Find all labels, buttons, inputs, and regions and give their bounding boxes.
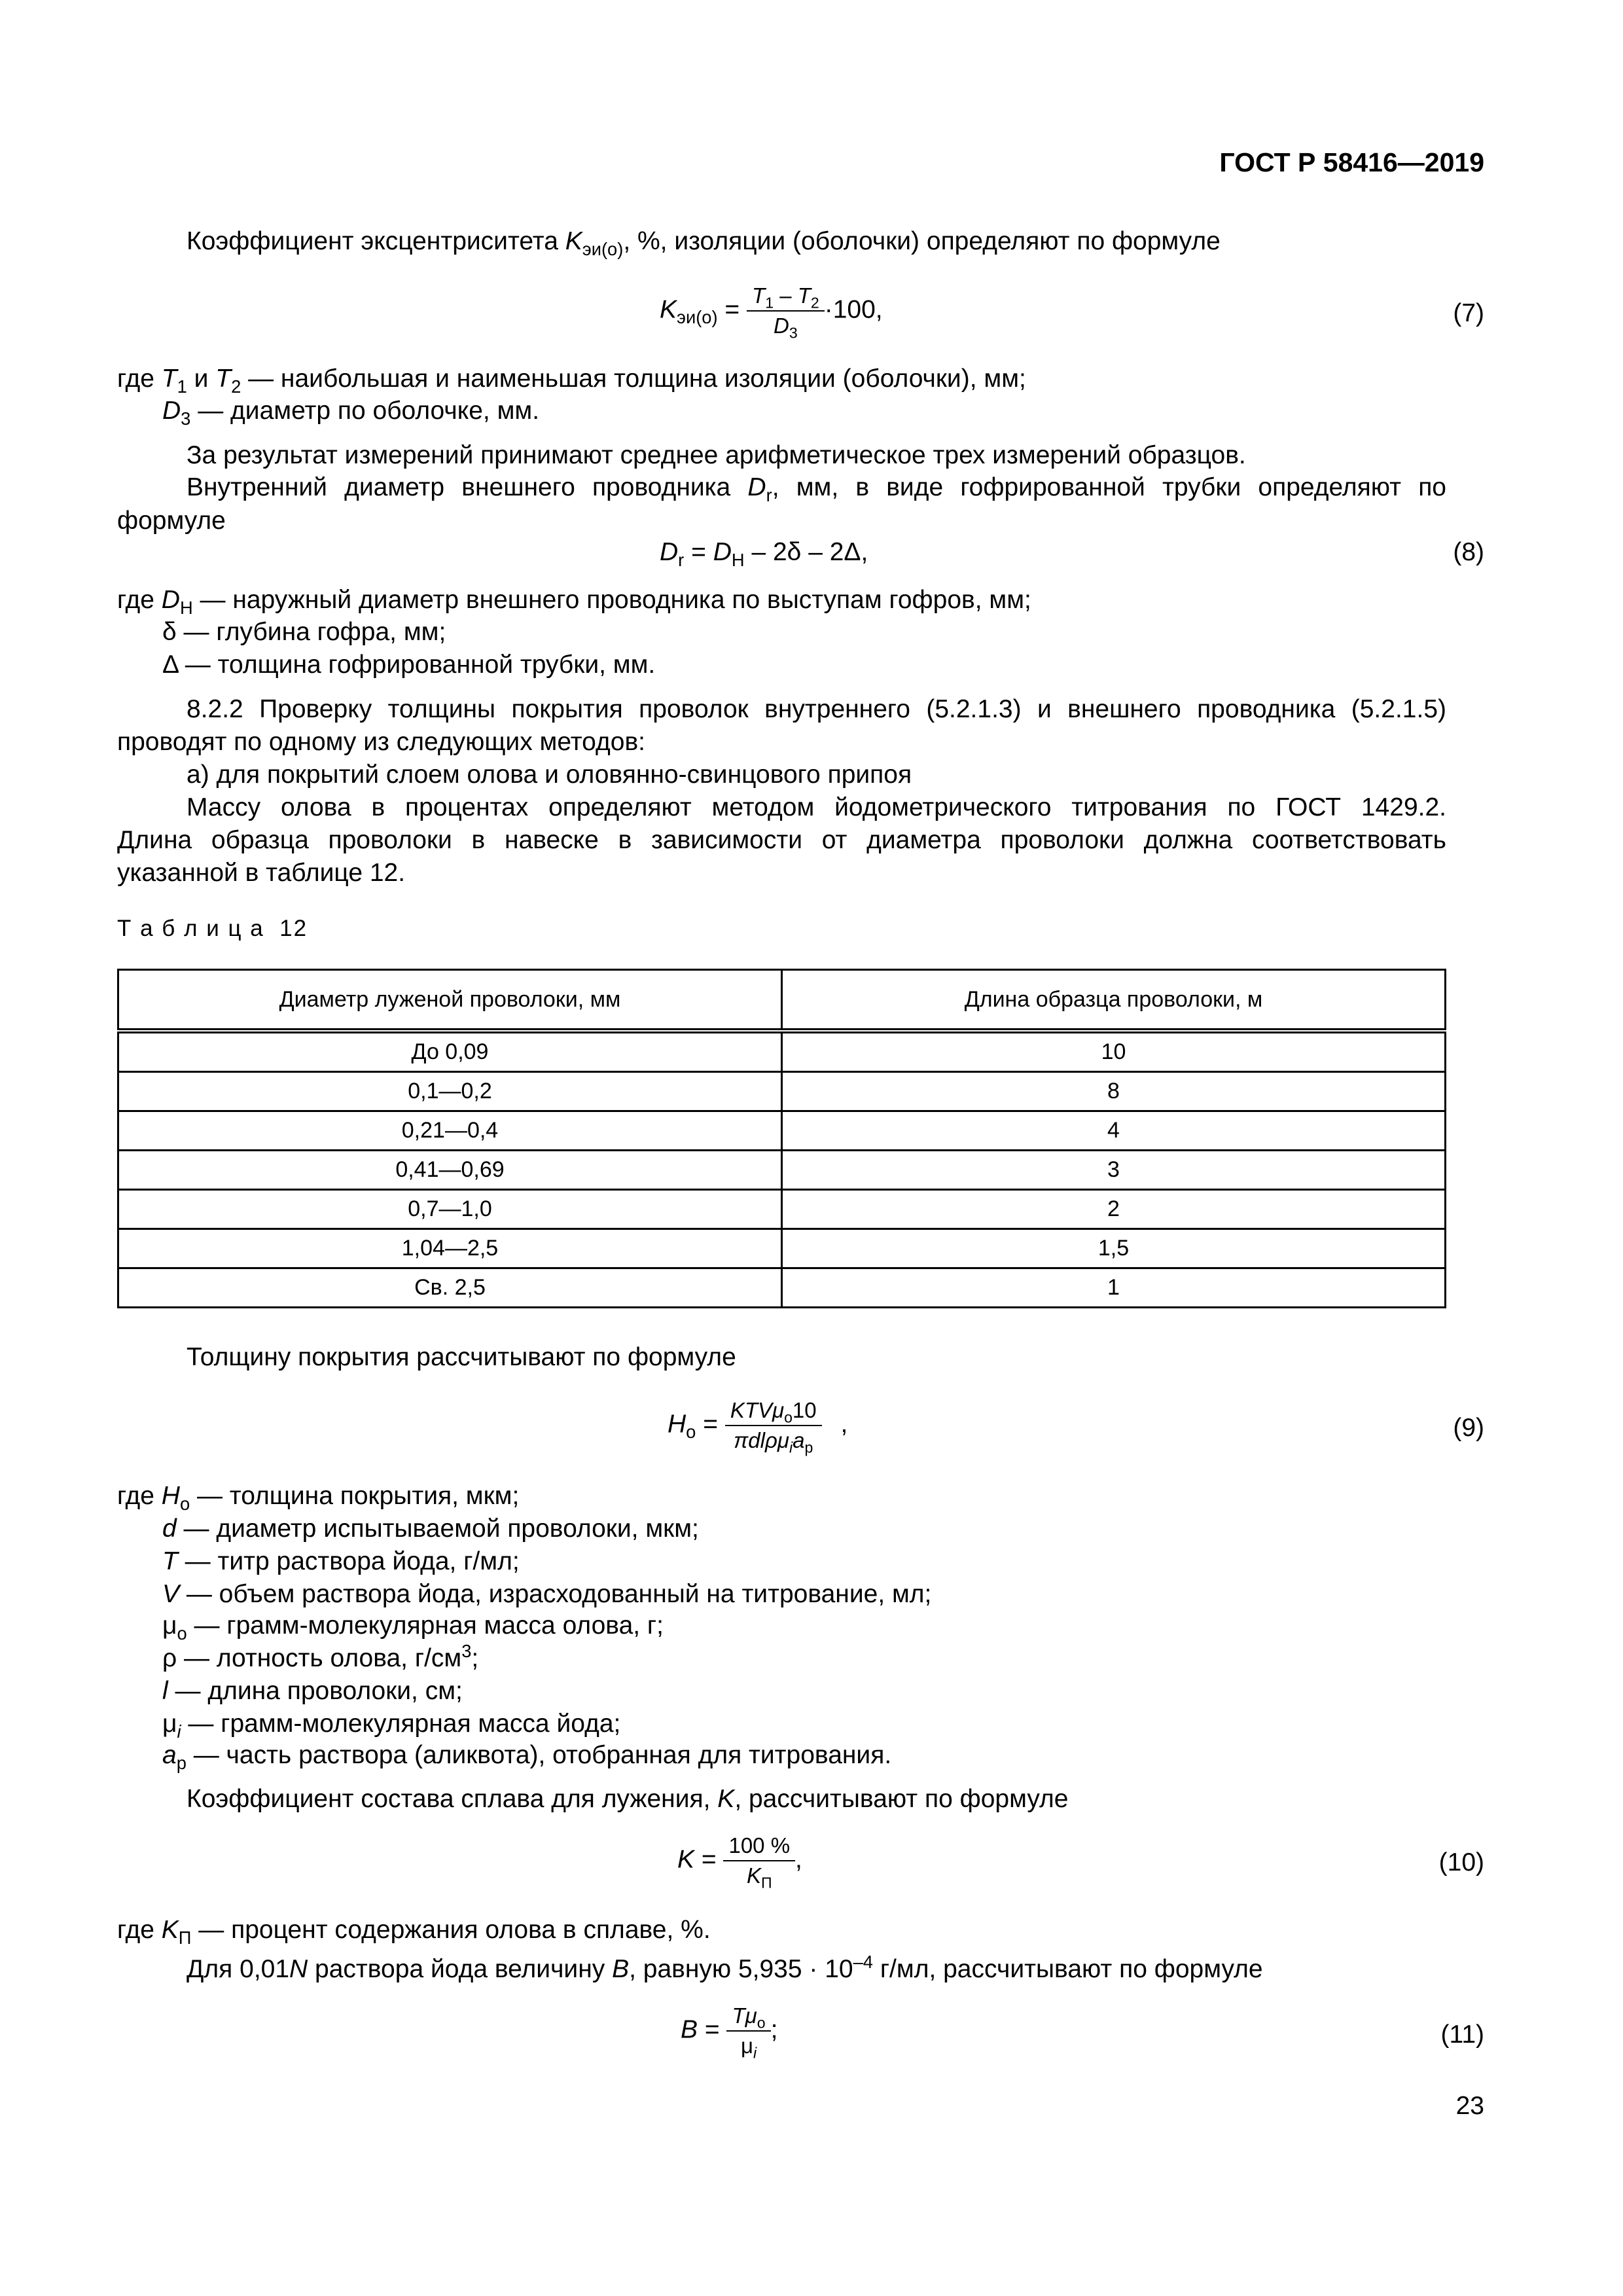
where-8-line-1: где $D_Н$ — наружный диаметр внешнего проводника по выступам гофров, мм; <box>117 586 1031 618</box>
table-cell: 4 <box>782 1111 1446 1151</box>
where-9-line-4: V — объем раствора йода, израсходованный на титрование, мл; <box>162 1580 932 1608</box>
table-cell: 0,21—0,4 <box>118 1111 782 1151</box>
where-9-line-8: $\mu_i$ — грамм-молекулярная масса йода; <box>162 1710 621 1742</box>
formula-9: $H_о$ = $\frac{KTV\mu_о10}{\pi dl\rho\mu_ia_р}$ , <box>668 1398 848 1456</box>
table-row <box>118 1190 1446 1229</box>
table-cell: До 0,09 <box>118 1031 782 1072</box>
formula-11: B = $\frac{T\mu_о}{\mu_i}$ ; <box>681 2003 778 2062</box>
formula-10: K = $\frac{100 \%}{K_П}$ , <box>677 1833 802 1892</box>
paragraph-822-line-1: 8.2.2 Проверку толщины покрытия проволок внутреннего (5.2.1.3) и внешнего проводника (5.2.1.5) <box>187 695 1446 723</box>
where-9-line-3: T — титр раствора йода, г/мл; <box>162 1547 520 1575</box>
where-9-line-6: ρ — лотность олова, $г/см^3$; <box>162 1641 479 1672</box>
table-cell: 0,1—0,2 <box>118 1072 782 1111</box>
formula-9-number: (9) <box>1453 1414 1484 1442</box>
paragraph-iodine: Для 0,01N раствора йода величину B, равную $5,935 \cdot 10^{-4}$ г/мл, рассчитывают по формуле <box>187 1952 1263 1983</box>
table-row <box>118 1031 1446 1072</box>
where-9-line-7: l — длина проволоки, см; <box>162 1677 463 1705</box>
table-cell: 1,04—2,5 <box>118 1229 782 1268</box>
table-caption: Т а б л и ц а 12 <box>117 916 308 941</box>
where-9-line-5: $\mu_о$ — грамм-молекулярная масса олова, г; <box>162 1611 664 1643</box>
document-header: ГОСТ Р 58416—2019 <box>1219 147 1484 177</box>
where-7-line-2: $D_3$ — диаметр по оболочке, мм. <box>162 397 540 429</box>
table-cell: 0,41—0,69 <box>118 1151 782 1190</box>
where-9-line-2: d — диаметр испытываемой проволоки, мкм; <box>162 1515 699 1543</box>
table-header-row <box>118 970 1446 1031</box>
paragraph-mass-line-3: указанной в таблице 12. <box>117 859 406 887</box>
table-row <box>118 1229 1446 1268</box>
table-cell: 2 <box>782 1190 1446 1229</box>
formula-8: $D_r = D_Н - 2\delta - 2\Delta$, <box>660 538 868 570</box>
where-9-line-1: где $H_о$ — толщина покрытия, мкм; <box>117 1482 520 1514</box>
paragraph-822-item-a: а) для покрытий слоем олова и оловянно-свинцового припоя <box>187 761 912 789</box>
formula-7: $K_{эи(о)}$ = $\frac{T_1 - T_2}{D_3}$ ·100, <box>660 283 883 342</box>
paragraph-inner-diameter-line-1: Внутренний диаметр внешнего проводника $D_r$, мм, в виде гофрированной трубки определяют по <box>187 473 1446 505</box>
where-8-line-2: δ — глубина гофра, мм; <box>162 618 446 646</box>
table-cell: 3 <box>782 1151 1446 1190</box>
paragraph-mean: За результат измерений принимают среднее арифметическое трех измерений образцов. <box>187 441 1246 469</box>
paragraph-822-line-2: проводят по одному из следующих методов: <box>117 728 646 756</box>
paragraph-alloy: Коэффициент состава сплава для лужения, K, рассчитывают по формуле <box>187 1785 1069 1813</box>
formula-7-number: (7) <box>1453 299 1484 327</box>
table-row <box>118 1151 1446 1190</box>
table-row <box>118 1072 1446 1111</box>
paragraph-coating: Толщину покрытия рассчитывают по формуле <box>187 1343 736 1371</box>
table-cell: 1,5 <box>782 1229 1446 1268</box>
table-header-cell: Длина образца проволоки, м <box>782 970 1446 1031</box>
where-10: где $K_П$ — процент содержания олова в сплаве, %. <box>117 1916 711 1948</box>
where-8-line-3: Δ — толщина гофрированной трубки, мм. <box>162 651 656 679</box>
paragraph-mass-line-1: Массу олова в процентах определяют методом йодометрического титрования по ГОСТ 1429.2. <box>187 793 1446 821</box>
table-cell: 0,7—1,0 <box>118 1190 782 1229</box>
formula-11-number: (11) <box>1440 2020 1484 2049</box>
formula-10-number: (10) <box>1438 1848 1484 1876</box>
table-cell: Св. 2,5 <box>118 1268 782 1308</box>
table-12 <box>117 969 1446 1308</box>
formula-8-number: (8) <box>1453 538 1484 566</box>
table-row <box>118 1111 1446 1151</box>
where-9-line-9: $a_р$ — часть раствора (аликвота), отобранная для титрования. <box>162 1741 892 1773</box>
table-header-cell: Диаметр луженой проволоки, мм <box>118 970 782 1031</box>
where-7-line-1: где $T_1$ и $T_2$ — наибольшая и наименьшая толщина изоляции (оболочки), мм; <box>117 365 1026 397</box>
table-cell: 10 <box>782 1031 1446 1072</box>
paragraph-inner-diameter-line-2: формуле <box>117 507 226 535</box>
paragraph-mass-line-2: Длина образца проволоки в навеске в зависимости от диаметра проволоки должна соответствовать <box>117 826 1446 854</box>
table-cell: 8 <box>782 1072 1446 1111</box>
paragraph-eccentricity: Коэффициент эксцентриситета $K_{эи(о)}$, %, изоляции (оболочки) определяют по формуле <box>187 227 1221 259</box>
table-cell: 1 <box>782 1268 1446 1308</box>
table-row <box>118 1268 1446 1308</box>
page-number: 23 <box>1455 2092 1484 2120</box>
